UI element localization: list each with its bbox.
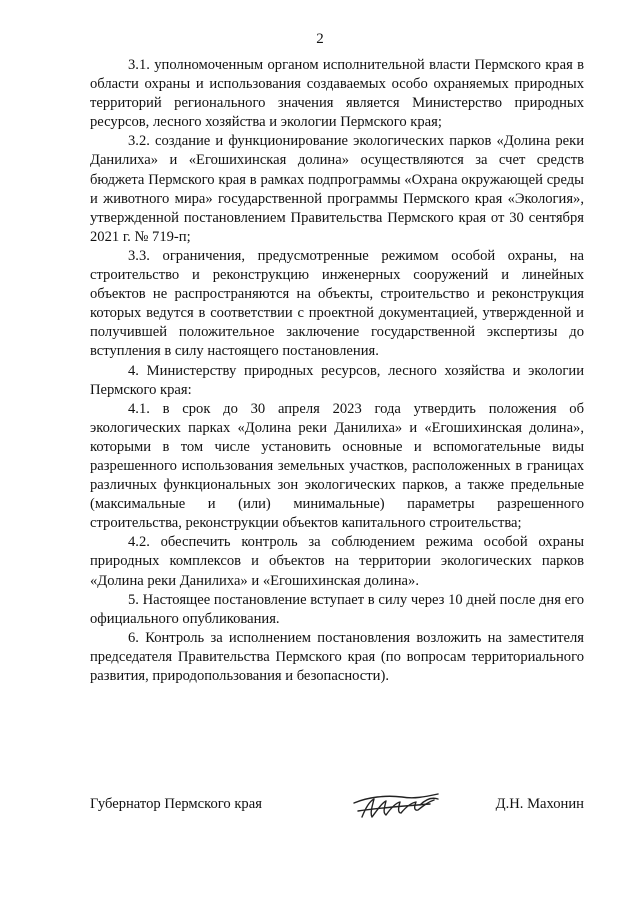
governor-name: Д.Н. Махонин <box>495 796 584 812</box>
paragraph-6: 6. Контроль за исполнением постановления возложить на заместителя председателя Правительства Пермского края (по вопросам территориального развития, природопользования и безопасности). <box>90 629 584 684</box>
signature-block <box>90 791 584 831</box>
document-body <box>90 56 584 686</box>
handwritten-signature-icon <box>348 791 444 825</box>
governor-title: Губернатор Пермского края <box>90 796 262 812</box>
paragraph-3-2: 3.2. создание и функционирование экологических парков «Долина реки Данилиха» и «Егошихинская долина» осуществляются за счет средств бюджета Пермского края в рамках подпрограммы «Охрана окружающей среды и животного мира» государственной программы Пермского края «Экология», утвержденной постановлением Правительства Пермского края от 30 сентября 2021 г. № 719-п; <box>90 133 584 245</box>
paragraph-4-1: 4.1. в срок до 30 апреля 2023 года утвердить положения об экологических парках «Долина реки Данилиха» и «Егошихинская долина», которыми в том числе установить основные и вспомогательные виды разрешенного использования земельных участков, расположенных в границах различных функциональных зон экологических парков, а также предельные (максимальные и (или) минимальные) параметры разрешенного строительства, реконструкции объектов капитального строительства; <box>90 400 584 532</box>
paragraph-3-3: 3.3. ограничения, предусмотренные режимом особой охраны, на строительство и реконструкцию инженерных сооружений и линейных объектов не распространяются на объекты, строительство и реконструкция которых ведутся в соответствии с проектной документацией, утвержденной и получившей положительное заключение государственной экспертизы до вступления в силу настоящего постановления. <box>90 247 584 360</box>
paragraph-3-1: 3.1. уполномоченным органом исполнительной власти Пермского края в области охраны и использования создаваемых особо охраняемых природных территорий регионального значения является Министерство природных ресурсов, лесного хозяйства и экологии Пермского края; <box>90 57 584 131</box>
page-number: 2 <box>316 31 324 47</box>
paragraph-4: 4. Министерству природных ресурсов, лесного хозяйства и экологии Пермского края: <box>90 362 584 398</box>
paragraph-4-2: 4.2. обеспечить контроль за соблюдением режима особой охраны природных комплексов и объектов на территории экологических парков «Долина реки Данилиха» и «Егошихинская долина». <box>90 534 584 589</box>
paragraph-5: 5. Настоящее постановление вступает в силу через 10 дней после дня его официального опубликования. <box>90 591 584 627</box>
